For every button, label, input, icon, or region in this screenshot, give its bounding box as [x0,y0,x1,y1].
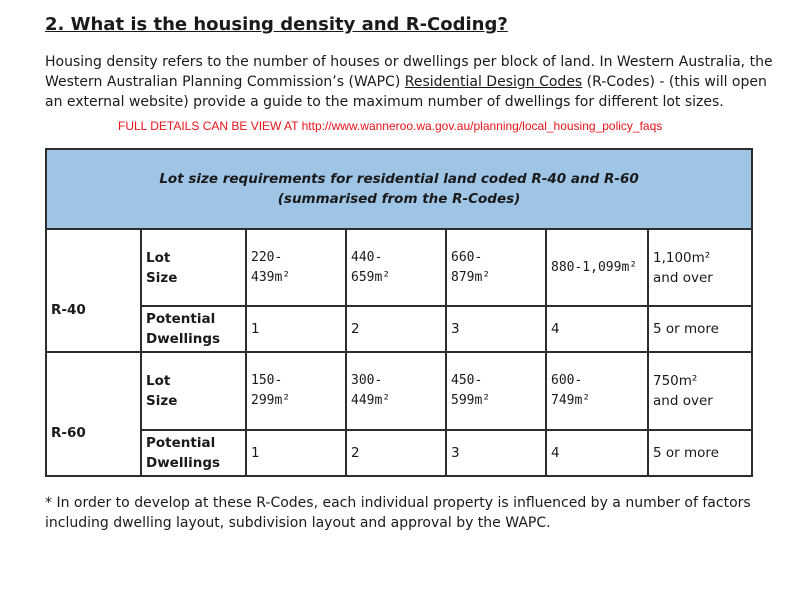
footnote: * In order to develop at these R-Codes, each individual property is influenced by a number of factors including dwelling layout, subdivision layout and approval by the WAPC. [45,495,751,531]
lot-size-cell [246,229,346,306]
table-caption-line-2: (summarised from the R-Codes) [277,191,521,207]
table-caption-line-1: Lot size requirements for residential land coded R-40 and R-60 [159,171,639,187]
table-row [46,430,752,476]
cell-line: 449m² [351,393,391,408]
cell-line: 300- [351,373,383,388]
cell-line: 440- [351,249,383,265]
cell-line: 600- [551,373,583,388]
lot-size-cell [546,229,648,306]
lot-size-label-line: Lot [146,249,171,266]
code-cell-r60 [46,352,141,476]
dwellings-cell: 4 [546,430,648,476]
table-row [46,352,752,430]
lot-size-cell [446,229,546,306]
cell-line: 439m² [251,269,291,285]
dwellings-cell: 3 [446,306,546,352]
dwellings-label-line: Dwellings [146,455,221,471]
cell-line: 599m² [451,393,491,408]
table-caption [46,149,752,229]
dwellings-cell: 1 [246,430,346,476]
table-row [46,229,752,306]
cell-line: and over [653,269,713,286]
dwellings-label-line: Dwellings [146,331,221,347]
intro-text-after: (R-Codes) - (this will open an external website) provide a guide to the maximum number of dwellings for different lot sizes. [45,74,767,110]
dwellings-label-line: Potential [146,435,216,451]
cell-line: 450- [451,373,483,388]
lot-size-cell [446,352,546,430]
residential-design-codes-link[interactable]: Residential Design Codes [404,74,583,90]
dwellings-cell: 5 or more [648,430,752,476]
full-details-note: FULL DETAILS CAN BE VIEW AT http://www.wanneroo.wa.gov.au/planning/local_housing_policy_faqs [118,119,663,133]
cell-line: and over [653,393,713,409]
cell-line: 660- [451,249,483,265]
cell-line: 220- [251,249,283,265]
dwellings-label-line: Potential [146,311,216,327]
lot-size-label [141,352,246,430]
lot-size-label-line: Lot [146,373,171,389]
lot-size-cell [346,352,446,430]
dwellings-cell: 3 [446,430,546,476]
dwellings-cell: 5 or more [648,306,752,352]
table-row [46,306,752,352]
lot-size-label [141,229,246,306]
code-label: R-40 [51,301,86,318]
lot-size-cell [346,229,446,306]
cell-line: 659m² [351,269,391,285]
dwellings-cell: 1 [246,306,346,352]
lot-size-cell [546,352,648,430]
code-cell-r40 [46,229,141,352]
r-codes-lot-size-table [45,148,753,477]
lot-size-cell [648,229,752,306]
intro-text-before: Housing density refers to the number of houses or dwellings per block of land. In Western Australia, the Western Australian Planning Commission’s (WAPC) [45,54,773,90]
lot-size-cell [246,352,346,430]
dwellings-label [141,430,246,476]
lot-size-label-line: Size [146,393,178,409]
page-heading: 2. What is the housing density and R-Coding? [45,14,508,35]
cell-line: 749m² [551,393,591,408]
intro-paragraph [45,52,780,112]
cell-line: 750m² [653,373,698,389]
dwellings-cell: 4 [546,306,648,352]
dwellings-label [141,306,246,352]
cell-line: 299m² [251,393,291,408]
lot-size-cell [648,352,752,430]
dwellings-cell: 2 [346,306,446,352]
code-label: R-60 [51,425,86,441]
cell-line: 879m² [451,269,491,285]
lot-size-label-line: Size [146,269,178,286]
dwellings-cell: 2 [346,430,446,476]
cell-line: 880-1,099m² [551,259,638,275]
cell-line: 1,100m² [653,249,711,266]
cell-line: 150- [251,373,283,388]
